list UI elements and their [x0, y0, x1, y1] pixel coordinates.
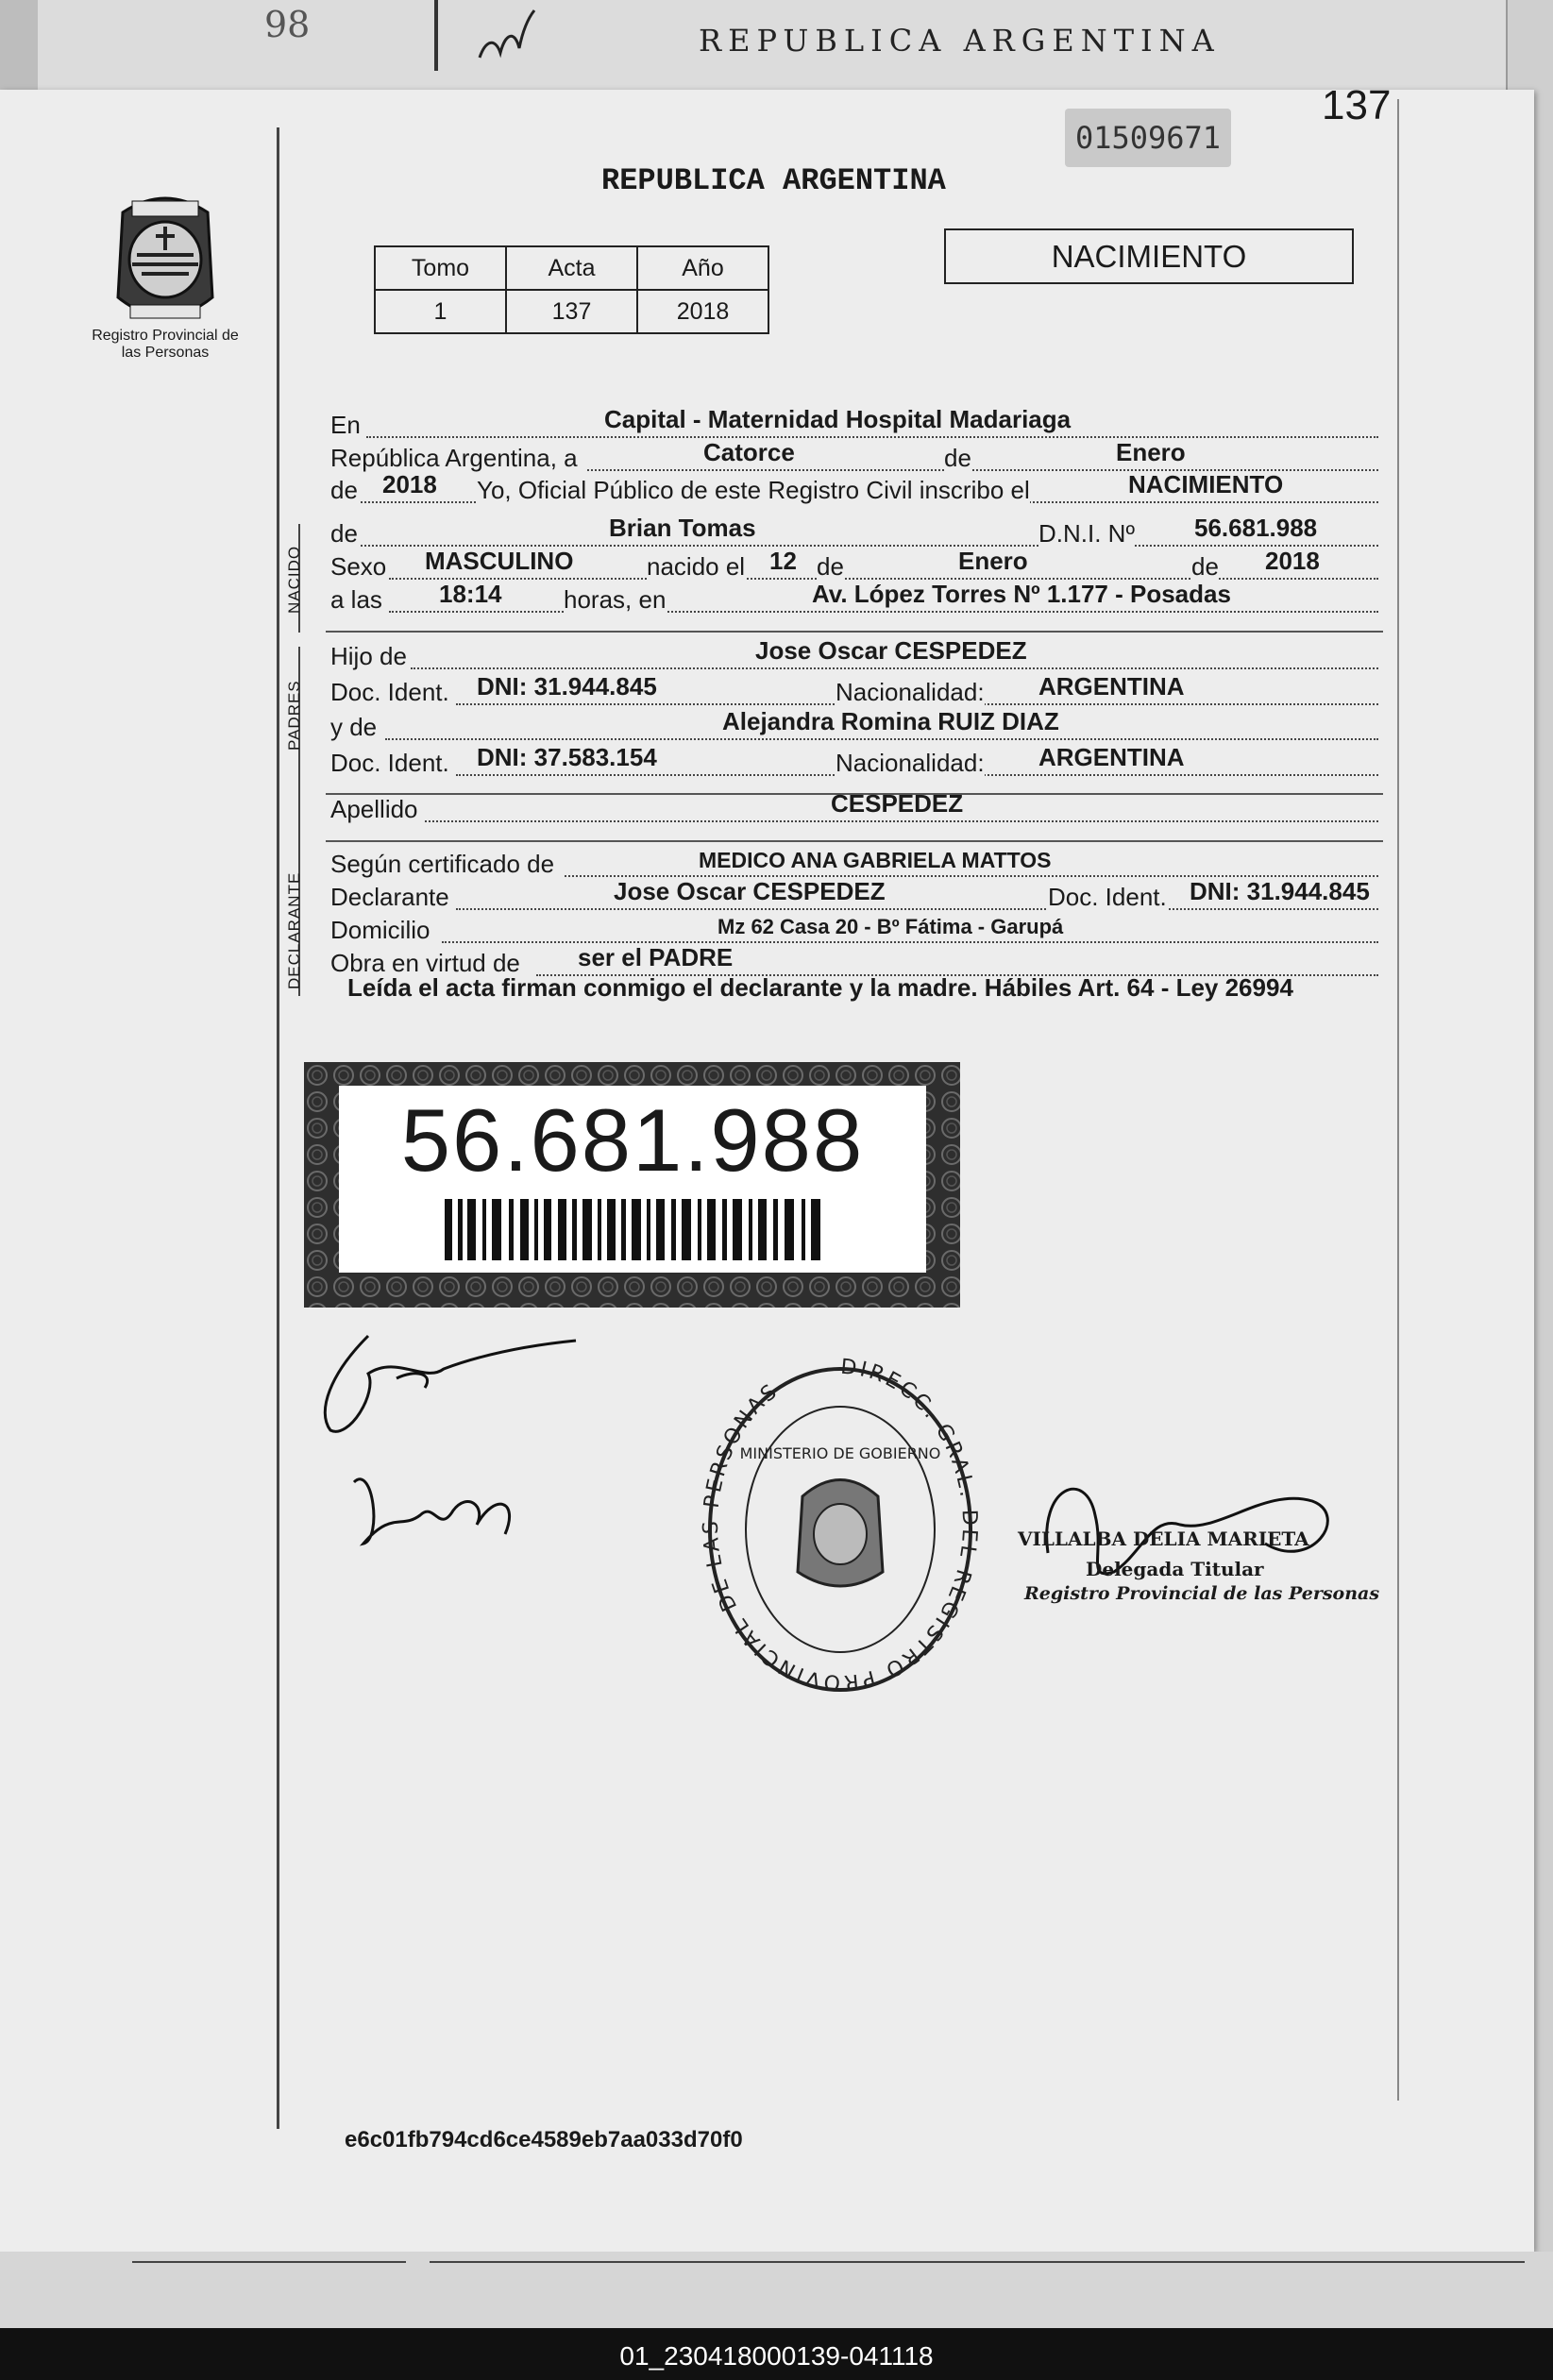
document-type-box: NACIMIENTO	[944, 228, 1354, 284]
value-father-nat: ARGENTINA	[1038, 672, 1185, 700]
official-name: VILLALBA DELIA MARIETA	[1018, 1528, 1309, 1550]
right-margin-rule	[1397, 99, 1399, 2101]
value-obra: ser el PADRE	[578, 943, 734, 971]
label-de-year: de	[330, 476, 358, 504]
line-declarante	[330, 878, 1378, 916]
official-organization: Registro Provincial de las Personas	[1024, 1583, 1380, 1604]
label-a-las: a las	[330, 585, 382, 614]
label-declarante: Declarante	[330, 883, 449, 911]
line-hijo-de	[330, 637, 1378, 675]
label-nacido-el: nacido el	[647, 552, 746, 581]
value-birth-day: 12	[769, 547, 797, 575]
value-birth-month: Enero	[958, 547, 1028, 575]
value-tomo: 1	[375, 290, 506, 333]
province-seal-icon	[104, 184, 227, 330]
label-republica: República Argentina, a	[330, 444, 578, 472]
dni-sticker-label	[339, 1086, 926, 1273]
record-table-header-row	[375, 246, 768, 290]
value-birth-year: 2018	[1265, 547, 1320, 575]
serial-number: 01509671	[1065, 109, 1231, 167]
value-apellido: CESPEDEZ	[831, 789, 964, 818]
dni-sticker	[304, 1062, 960, 1308]
label-father-nat: Nacionalidad:	[836, 678, 985, 706]
document-hash: e6c01fb794cd6ce4589eb7aa033d70f0	[345, 2127, 743, 2152]
label-declarante-doc: Doc. Ident.	[1048, 883, 1167, 911]
label-de-anio: de	[1191, 552, 1219, 581]
label-certificado: Según certificado de	[330, 850, 555, 878]
label-dni: D.N.I. Nº	[1038, 519, 1135, 548]
label-en: En	[330, 411, 361, 439]
document-title: REPUBLICA ARGENTINA	[601, 163, 946, 198]
line-apellido	[330, 790, 1378, 828]
section-label-nacido: NACIDO	[285, 545, 303, 614]
registry-name: Registro Provincial de las Personas	[92, 328, 239, 361]
label-hijo-de: Hijo de	[330, 642, 407, 670]
margin-rule	[277, 127, 279, 2129]
value-year: 2018	[382, 470, 437, 498]
label-horas-en: horas, en	[564, 585, 667, 614]
footer-filename: 01_230418000139-041118	[619, 2341, 934, 2371]
record-table-value-row	[375, 290, 768, 333]
value-ano: 2018	[637, 290, 768, 333]
official-role: Delegada Titular	[1086, 1558, 1264, 1580]
value-father: Jose Oscar CESPEDEZ	[755, 636, 1027, 665]
value-birth-place: Av. López Torres Nº 1.177 - Posadas	[812, 580, 1231, 608]
label-obra: Obra en virtud de	[330, 949, 520, 977]
bottom-rule-left	[132, 2261, 406, 2263]
value-declarante: Jose Oscar CESPEDEZ	[614, 877, 886, 905]
barcode-icon	[445, 1199, 822, 1260]
birth-certificate-sheet	[0, 82, 1534, 2252]
back-page-rule	[434, 0, 438, 71]
dni-sticker-number: 56.681.988	[400, 1090, 865, 1190]
value-inscribed: NACIMIENTO	[1128, 470, 1284, 498]
value-dni: 56.681.988	[1194, 514, 1318, 542]
label-apellido: Apellido	[330, 795, 418, 823]
value-acta: 137	[506, 290, 637, 333]
line-domicilio	[330, 911, 1378, 949]
back-page-number: 98	[264, 4, 311, 45]
line-inscribo	[330, 471, 1378, 509]
value-declarante-doc: DNI: 31.944.845	[1190, 877, 1370, 905]
section-label-declarante: DECLARANTE	[285, 871, 303, 989]
separator-apellido	[326, 840, 1383, 842]
bottom-rule-right	[430, 2261, 1525, 2263]
value-mother-nat: ARGENTINA	[1038, 743, 1185, 771]
header-acta: Acta	[506, 246, 637, 290]
record-table	[374, 245, 769, 334]
value-month: Enero	[1116, 438, 1186, 466]
line-father-doc	[330, 673, 1378, 711]
label-yo-oficial: Yo, Oficial Público de este Registro Civil inscribo el	[477, 476, 1030, 504]
official-stamp-icon	[699, 1355, 982, 1704]
label-de-nombre: de	[330, 519, 358, 548]
declarante-signature	[312, 1317, 595, 1440]
separator-nacido	[326, 631, 1383, 633]
value-name: Brian Tomas	[609, 514, 756, 542]
madre-signature	[345, 1454, 533, 1558]
label-mother-doc: Doc. Ident.	[330, 749, 449, 777]
line-en	[330, 406, 1378, 444]
line-mother-doc	[330, 744, 1378, 782]
label-domicilio: Domicilio	[330, 916, 430, 944]
stamp-inner-text: MINISTERIO DE GOBIERNO	[739, 1444, 941, 1462]
value-time: 18:14	[439, 580, 502, 608]
line-y-de	[330, 708, 1378, 746]
stamp-ring-text: DIRECC. GRAL. DEL REGISTRO PROVINCIAL DE LAS PERSONAS	[699, 1355, 982, 1695]
label-de: de	[944, 444, 971, 472]
label-father-doc: Doc. Ident.	[330, 678, 449, 706]
value-domicilio: Mz 62 Casa 20 - Bº Fátima - Garupá	[717, 915, 1064, 938]
back-page-title: REPUBLICA ARGENTINA	[699, 23, 1221, 59]
header-ano: Año	[637, 246, 768, 290]
value-father-doc: DNI: 31.944.845	[477, 672, 657, 700]
label-sexo: Sexo	[330, 552, 387, 581]
value-mother: Alejandra Romina RUIZ DIAZ	[722, 707, 1059, 735]
value-day: Catorce	[703, 438, 795, 466]
label-de-mes: de	[817, 552, 844, 581]
line-hora	[330, 581, 1378, 618]
value-certificado: MEDICO ANA GABRIELA MATTOS	[699, 848, 1052, 872]
value-place: Capital - Maternidad Hospital Madariaga	[604, 405, 1072, 433]
initials-mark-icon	[472, 6, 538, 72]
closing-note: Leída el acta firman conmigo el declarante y la madre. Hábiles Art. 64 - Ley 26994	[347, 973, 1293, 1002]
value-sexo: MASCULINO	[425, 547, 574, 575]
label-y-de: y de	[330, 713, 378, 741]
label-mother-nat: Nacionalidad:	[836, 749, 985, 777]
page-number: 137	[1322, 82, 1392, 128]
value-mother-doc: DNI: 37.583.154	[477, 743, 657, 771]
header-tomo: Tomo	[375, 246, 506, 290]
section-label-padres: PADRES	[285, 680, 303, 751]
